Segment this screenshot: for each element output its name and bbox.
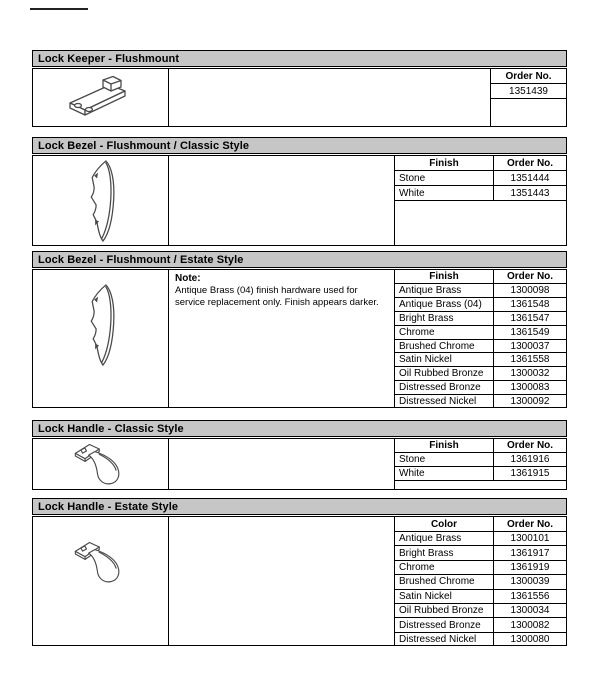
finish-cell: Oil Rubbed Bronze [395, 367, 494, 380]
order-no-header: Order No. [506, 271, 554, 282]
color-row [395, 546, 566, 560]
order-no-cell: 1351443 [510, 187, 550, 199]
order-no-cell: 1300080 [510, 633, 550, 645]
order-no-cell: 1361915 [510, 468, 550, 479]
section-title: Lock Keeper - Flushmount [32, 50, 567, 67]
product-image-cell [33, 270, 169, 407]
product-image-cell [33, 439, 169, 489]
lock-keeper-drawing [65, 75, 137, 121]
product-image-cell [33, 517, 169, 645]
color-cell: Distressed Bronze [395, 618, 494, 631]
color-order-table [395, 517, 566, 645]
section-lock-handle-classic [32, 420, 567, 490]
finish-order-table [395, 270, 566, 407]
finish-row [395, 395, 566, 408]
order-no-cell: 1361558 [510, 354, 550, 366]
lock-handle-drawing [70, 539, 132, 585]
order-no-cell: 1300034 [510, 605, 550, 617]
finish-row [395, 312, 566, 326]
description-cell [169, 156, 395, 245]
finish-row [395, 367, 566, 381]
color-cell: Oil Rubbed Bronze [395, 604, 494, 617]
color-cell: Satin Nickel [395, 590, 494, 603]
finish-cell: Distressed Bronze [395, 381, 494, 394]
order-no-cell: 1300101 [510, 533, 550, 545]
finish-row [395, 467, 566, 481]
section-title: Lock Bezel - Flushmount / Classic Style [32, 137, 567, 154]
order-no-cell: 1361547 [510, 312, 550, 324]
finish-row [395, 186, 566, 201]
finish-cell: Chrome [395, 326, 494, 339]
order-no-cell: 1361556 [510, 590, 550, 602]
section-lock-bezel-estate [32, 251, 567, 408]
color-cell: Chrome [395, 561, 494, 574]
page-top-mark [30, 8, 88, 10]
color-cell: Bright Brass [395, 546, 494, 559]
finish-order-table [395, 439, 566, 489]
description-cell [169, 439, 395, 489]
note-cell [169, 270, 395, 407]
order-row [491, 84, 566, 99]
finish-header: Finish [395, 156, 494, 170]
description-cell [169, 517, 395, 645]
finish-order-table [395, 156, 566, 245]
order-no-cell: 1300037 [510, 340, 550, 352]
table-header-row [395, 270, 566, 284]
finish-cell: Distressed Nickel [395, 395, 494, 408]
finish-cell: Satin Nickel [395, 353, 494, 366]
finish-cell: Stone [395, 171, 494, 185]
section-title: Lock Handle - Estate Style [32, 498, 567, 515]
note-text: Antique Brass (04) finish hardware used for service replacement only. Finish appears darker. [175, 285, 379, 308]
order-no-header: Order No. [506, 518, 554, 530]
color-row [395, 532, 566, 546]
order-no-cell: 1300032 [510, 368, 550, 380]
color-row [395, 633, 566, 646]
color-row [395, 590, 566, 604]
color-row [395, 604, 566, 618]
finish-row [395, 326, 566, 340]
color-cell: Antique Brass [395, 532, 494, 545]
finish-cell: Brushed Chrome [395, 340, 494, 353]
finish-row [395, 381, 566, 395]
order-no-cell: 1351444 [510, 172, 550, 184]
order-table [491, 69, 566, 126]
product-image-cell [33, 156, 169, 245]
color-row [395, 575, 566, 589]
finish-row [395, 453, 566, 467]
lock-bezel-drawing [85, 282, 117, 368]
note-title: Note: [175, 273, 201, 284]
order-no-header: Order No. [506, 157, 554, 169]
finish-header: Finish [395, 439, 494, 452]
finish-cell: Stone [395, 453, 494, 466]
order-no-cell: 1300082 [510, 619, 550, 631]
color-header: Color [395, 517, 494, 531]
finish-header: Finish [395, 270, 494, 283]
description-cell [169, 69, 491, 126]
table-header-row [395, 517, 566, 532]
order-no-cell: 1300098 [510, 284, 550, 296]
finish-cell: Bright Brass [395, 312, 494, 325]
finish-row [395, 353, 566, 367]
lock-bezel-drawing [85, 158, 117, 244]
order-no-cell: 1300092 [510, 396, 550, 408]
product-image-cell [33, 69, 169, 126]
table-header-row [395, 156, 566, 171]
order-no-cell: 1361916 [510, 454, 550, 465]
color-cell: Distressed Nickel [395, 633, 494, 646]
finish-cell: Antique Brass [395, 284, 494, 297]
color-row [395, 561, 566, 575]
lock-handle-drawing [70, 441, 132, 487]
finish-row [395, 171, 566, 186]
finish-row [395, 298, 566, 312]
finish-row [395, 340, 566, 354]
color-cell: Brushed Chrome [395, 575, 494, 588]
order-no-cell: 1361549 [510, 326, 550, 338]
section-title: Lock Handle - Classic Style [32, 420, 567, 437]
finish-cell: Antique Brass (04) [395, 298, 494, 311]
order-no-header: Order No. [506, 440, 554, 451]
order-no-cell: 1300083 [510, 382, 550, 394]
finish-cell: White [395, 467, 494, 480]
section-lock-keeper-flushmount [32, 50, 567, 127]
order-no-cell: 1351439 [509, 85, 548, 97]
section-title: Lock Bezel - Flushmount / Estate Style [32, 251, 567, 268]
order-no-cell: 1361548 [510, 298, 550, 310]
order-no-cell: 1300039 [510, 576, 550, 588]
section-lock-bezel-classic [32, 137, 567, 246]
table-header-row [491, 69, 566, 84]
finish-row [395, 284, 566, 298]
section-lock-handle-estate [32, 498, 567, 646]
color-row [395, 618, 566, 632]
table-header-row [395, 439, 566, 453]
order-no-cell: 1361917 [510, 547, 550, 559]
finish-cell: White [395, 186, 494, 200]
order-no-cell: 1361919 [510, 561, 550, 573]
order-no-header: Order No. [505, 70, 552, 82]
